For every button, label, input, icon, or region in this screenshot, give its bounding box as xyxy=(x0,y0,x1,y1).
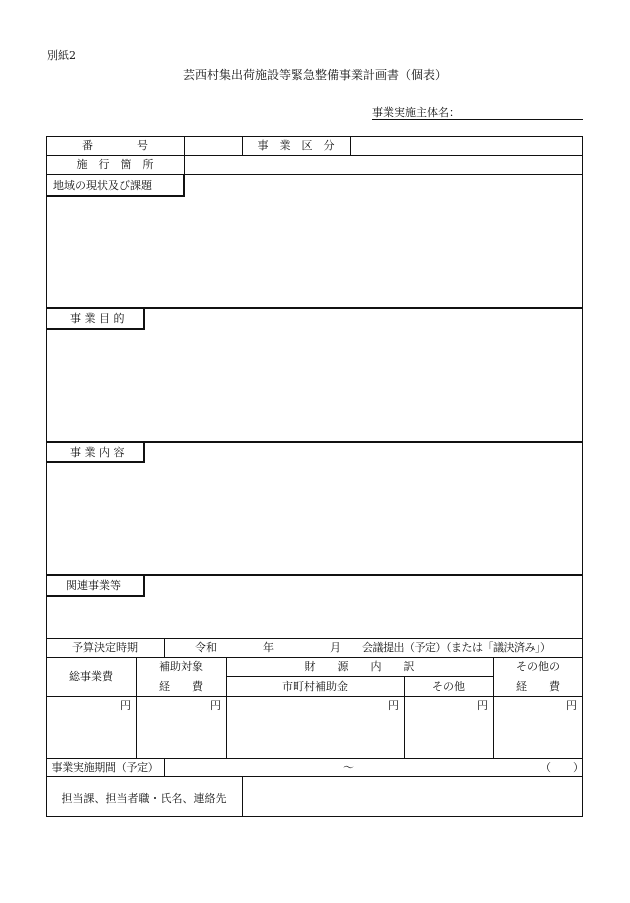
other-cost-label-2: 経 費 xyxy=(516,680,560,693)
budget-label: 予算決定時期 xyxy=(72,641,138,654)
situation-field[interactable] xyxy=(48,198,581,306)
total-cost-yen: 円 xyxy=(120,699,131,712)
total-cost-field[interactable] xyxy=(47,697,135,757)
other-field[interactable] xyxy=(405,697,492,757)
budget-year: 年 xyxy=(263,641,274,654)
budget-month: 月 xyxy=(330,641,341,654)
budget-note: 会議提出（予定）（または「議決済み」） xyxy=(362,641,551,654)
period-start-field[interactable] xyxy=(166,759,336,775)
subsidy-target-label-2: 経 費 xyxy=(159,680,203,693)
operator-label: 事業実施主体名： xyxy=(372,106,460,119)
budget-month-field[interactable] xyxy=(279,639,329,656)
total-cost-label: 総事業費 xyxy=(69,670,113,683)
content-label: 事 業 内 容 xyxy=(70,446,125,459)
related-label: 関連事業等 xyxy=(66,579,121,592)
number-label: 番 号 xyxy=(82,139,148,152)
municipal-subsidy-yen: 円 xyxy=(388,699,399,712)
period-tilde: ～ xyxy=(343,761,354,774)
content-field[interactable] xyxy=(48,464,581,572)
purpose-field[interactable] xyxy=(48,331,581,439)
category-label: 事 業 区 分 xyxy=(257,139,335,152)
period-paren: （ ） xyxy=(540,761,584,774)
other-cost-label-1: その他の xyxy=(516,660,560,673)
period-label: 事業実施期間（予定） xyxy=(51,761,159,774)
subsidy-target-field[interactable] xyxy=(137,697,225,757)
other-cost-field[interactable] xyxy=(494,697,582,757)
number-field[interactable] xyxy=(185,137,242,155)
contact-label: 担当課、担当者職・氏名、連絡先 xyxy=(61,792,227,805)
operator-underline xyxy=(372,119,583,120)
location-label: 施 行 箇 所 xyxy=(76,158,154,171)
finance-label: 財 源 内 訳 xyxy=(304,660,415,673)
budget-year-field[interactable] xyxy=(222,639,262,656)
attachment-label: 別紙2 xyxy=(47,49,76,62)
other-label: その他 xyxy=(432,680,465,693)
other-cost-yen: 円 xyxy=(566,699,577,712)
subsidy-target-label-1: 補助対象 xyxy=(159,660,203,673)
subsidy-target-yen: 円 xyxy=(210,699,221,712)
municipal-subsidy-label: 市町村補助金 xyxy=(282,680,348,693)
municipal-subsidy-field[interactable] xyxy=(227,697,403,757)
document-title: 芸西村集出荷施設等緊急整備事業計画書（個表） xyxy=(182,68,447,82)
category-field[interactable] xyxy=(351,137,582,155)
budget-era: 令和 xyxy=(195,641,217,654)
other-yen: 円 xyxy=(477,699,488,712)
contact-field[interactable] xyxy=(243,777,582,816)
related-field[interactable] xyxy=(48,598,581,636)
period-end-field[interactable] xyxy=(360,759,530,775)
location-field[interactable] xyxy=(185,156,582,174)
purpose-label: 事 業 目 的 xyxy=(70,312,125,325)
situation-label: 地域の現状及び課題 xyxy=(53,179,152,192)
